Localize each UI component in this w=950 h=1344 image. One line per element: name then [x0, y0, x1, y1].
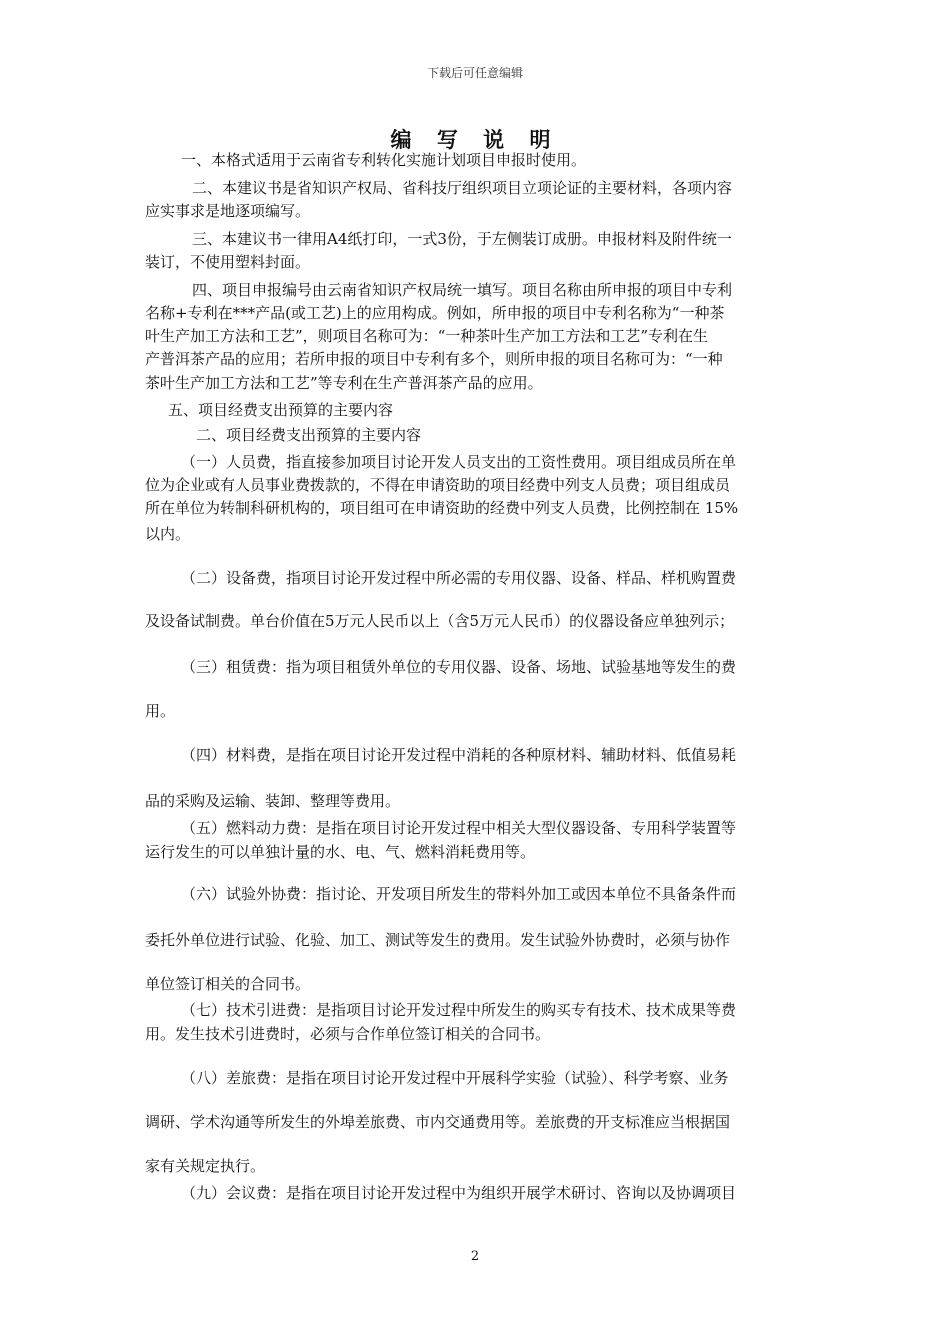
text-line: 调研、学术沟通等所发生的外埠差旅费、市内交通费用等。差旅费的开支标准应当根据国 [145, 1113, 731, 1131]
text-line: 名称+专利在***产品(或工艺)上的应用构成。例如，所申报的项目中专利名称为“一种茶 [145, 304, 725, 322]
page-number: 2 [470, 1249, 480, 1264]
text-line: 委托外单位进行试验、化验、加工、测试等发生的费用。发生试验外协费时，必须与协作 [145, 931, 731, 949]
text-line: （三）租赁费：指为项目租赁外单位的专用仪器、设备、场地、试验基地等发生的费 [181, 658, 737, 676]
text-line: 运行发生的可以单独计量的水、电、气、燃料消耗费用等。 [145, 843, 536, 861]
text-line: （五）燃料动力费：是指在项目讨论开发过程中相关大型仪器设备、专用科学装置等 [181, 819, 737, 837]
text-line: 三、本建议书一律用A4纸打印，一式3份，于左侧装订成册。申报材料及附件统一 [192, 230, 732, 248]
text-line: （二）设备费，指项目讨论开发过程中所必需的专用仪器、设备、样品、样机购置费 [181, 569, 737, 587]
text-line: 二、本建议书是省知识产权局、省科技厅组织项目立项论证的主要材料，各项内容 [192, 179, 733, 197]
document-title: 编 写 说 明 [390, 127, 560, 152]
text-line: 家有关规定执行。 [145, 1157, 266, 1175]
text-line: （八）差旅费：是指在项目讨论开发过程中开展科学实验（试验）、科学考察、业务 [181, 1069, 729, 1087]
text-line: 四、项目申报编号由云南省知识产权局统一填写。项目名称由所申报的项目中专利 [192, 281, 733, 299]
text-line: 所在单位为转制科研机构的，项目组可在申请资助的经费中列支人员费，比例控制在 15% [145, 499, 739, 517]
text-line: 装订，不使用塑料封面。 [145, 253, 311, 271]
text-line: 及设备试制费。单台价值在5万元人民币以上（含5万元人民币）的仪器设备应单独列示； [145, 612, 735, 630]
text-line: （一）人员费，指直接参加项目讨论开发人员支出的工资性费用。项目组成员所在单 [181, 453, 737, 471]
text-line: （四）材料费，是指在项目讨论开发过程中消耗的各种原材料、辅助材料、低值易耗 [181, 746, 737, 764]
text-line: 产普洱茶产品的应用；若所申报的项目中专利有多个，则所申报的项目名称可为：“一种 [145, 350, 723, 368]
text-line: 位为企业或有人员事业费拨款的，不得在申请资助的项目经费中列支人员费；项目组成员 [145, 476, 731, 494]
text-line: 五、项目经费支出预算的主要内容 [168, 401, 394, 419]
text-line: 用。 [145, 702, 176, 720]
text-line: （九）会议费：是指在项目讨论开发过程中为组织开展学术研讨、咨询以及协调项目 [181, 1184, 737, 1202]
text-line: 应实事求是地逐项编写。 [145, 202, 311, 220]
text-line: 一、本格式适用于云南省专利转化实施计划项目申报时使用。 [181, 151, 587, 169]
text-line: 单位签订相关的合同书。 [145, 975, 311, 993]
text-line: （七）技术引进费：是指项目讨论开发过程中所发生的购买专有技术、技术成果等费 [181, 1001, 737, 1019]
text-line: 用。发生技术引进费时，必须与合作单位签订相关的合同书。 [145, 1025, 551, 1043]
text-line: 二、项目经费支出预算的主要内容 [196, 426, 422, 444]
text-line: 以内。 [145, 525, 191, 543]
text-line: 叶生产加工方法和工艺”，则项目名称可为：“一种茶叶生产加工方法和工艺”专利在生 [145, 327, 709, 345]
text-line: （六）试验外协费：指讨论、开发项目所发生的带料外加工或因本单位不具备条件而 [181, 885, 737, 903]
page-header: 下载后可任意编辑 [426, 66, 523, 80]
text-line: 品的采购及运输、装卸、整理等费用。 [145, 792, 401, 810]
text-line: 茶叶生产加工方法和工艺”等专利在生产普洱茶产品的应用。 [145, 374, 543, 392]
